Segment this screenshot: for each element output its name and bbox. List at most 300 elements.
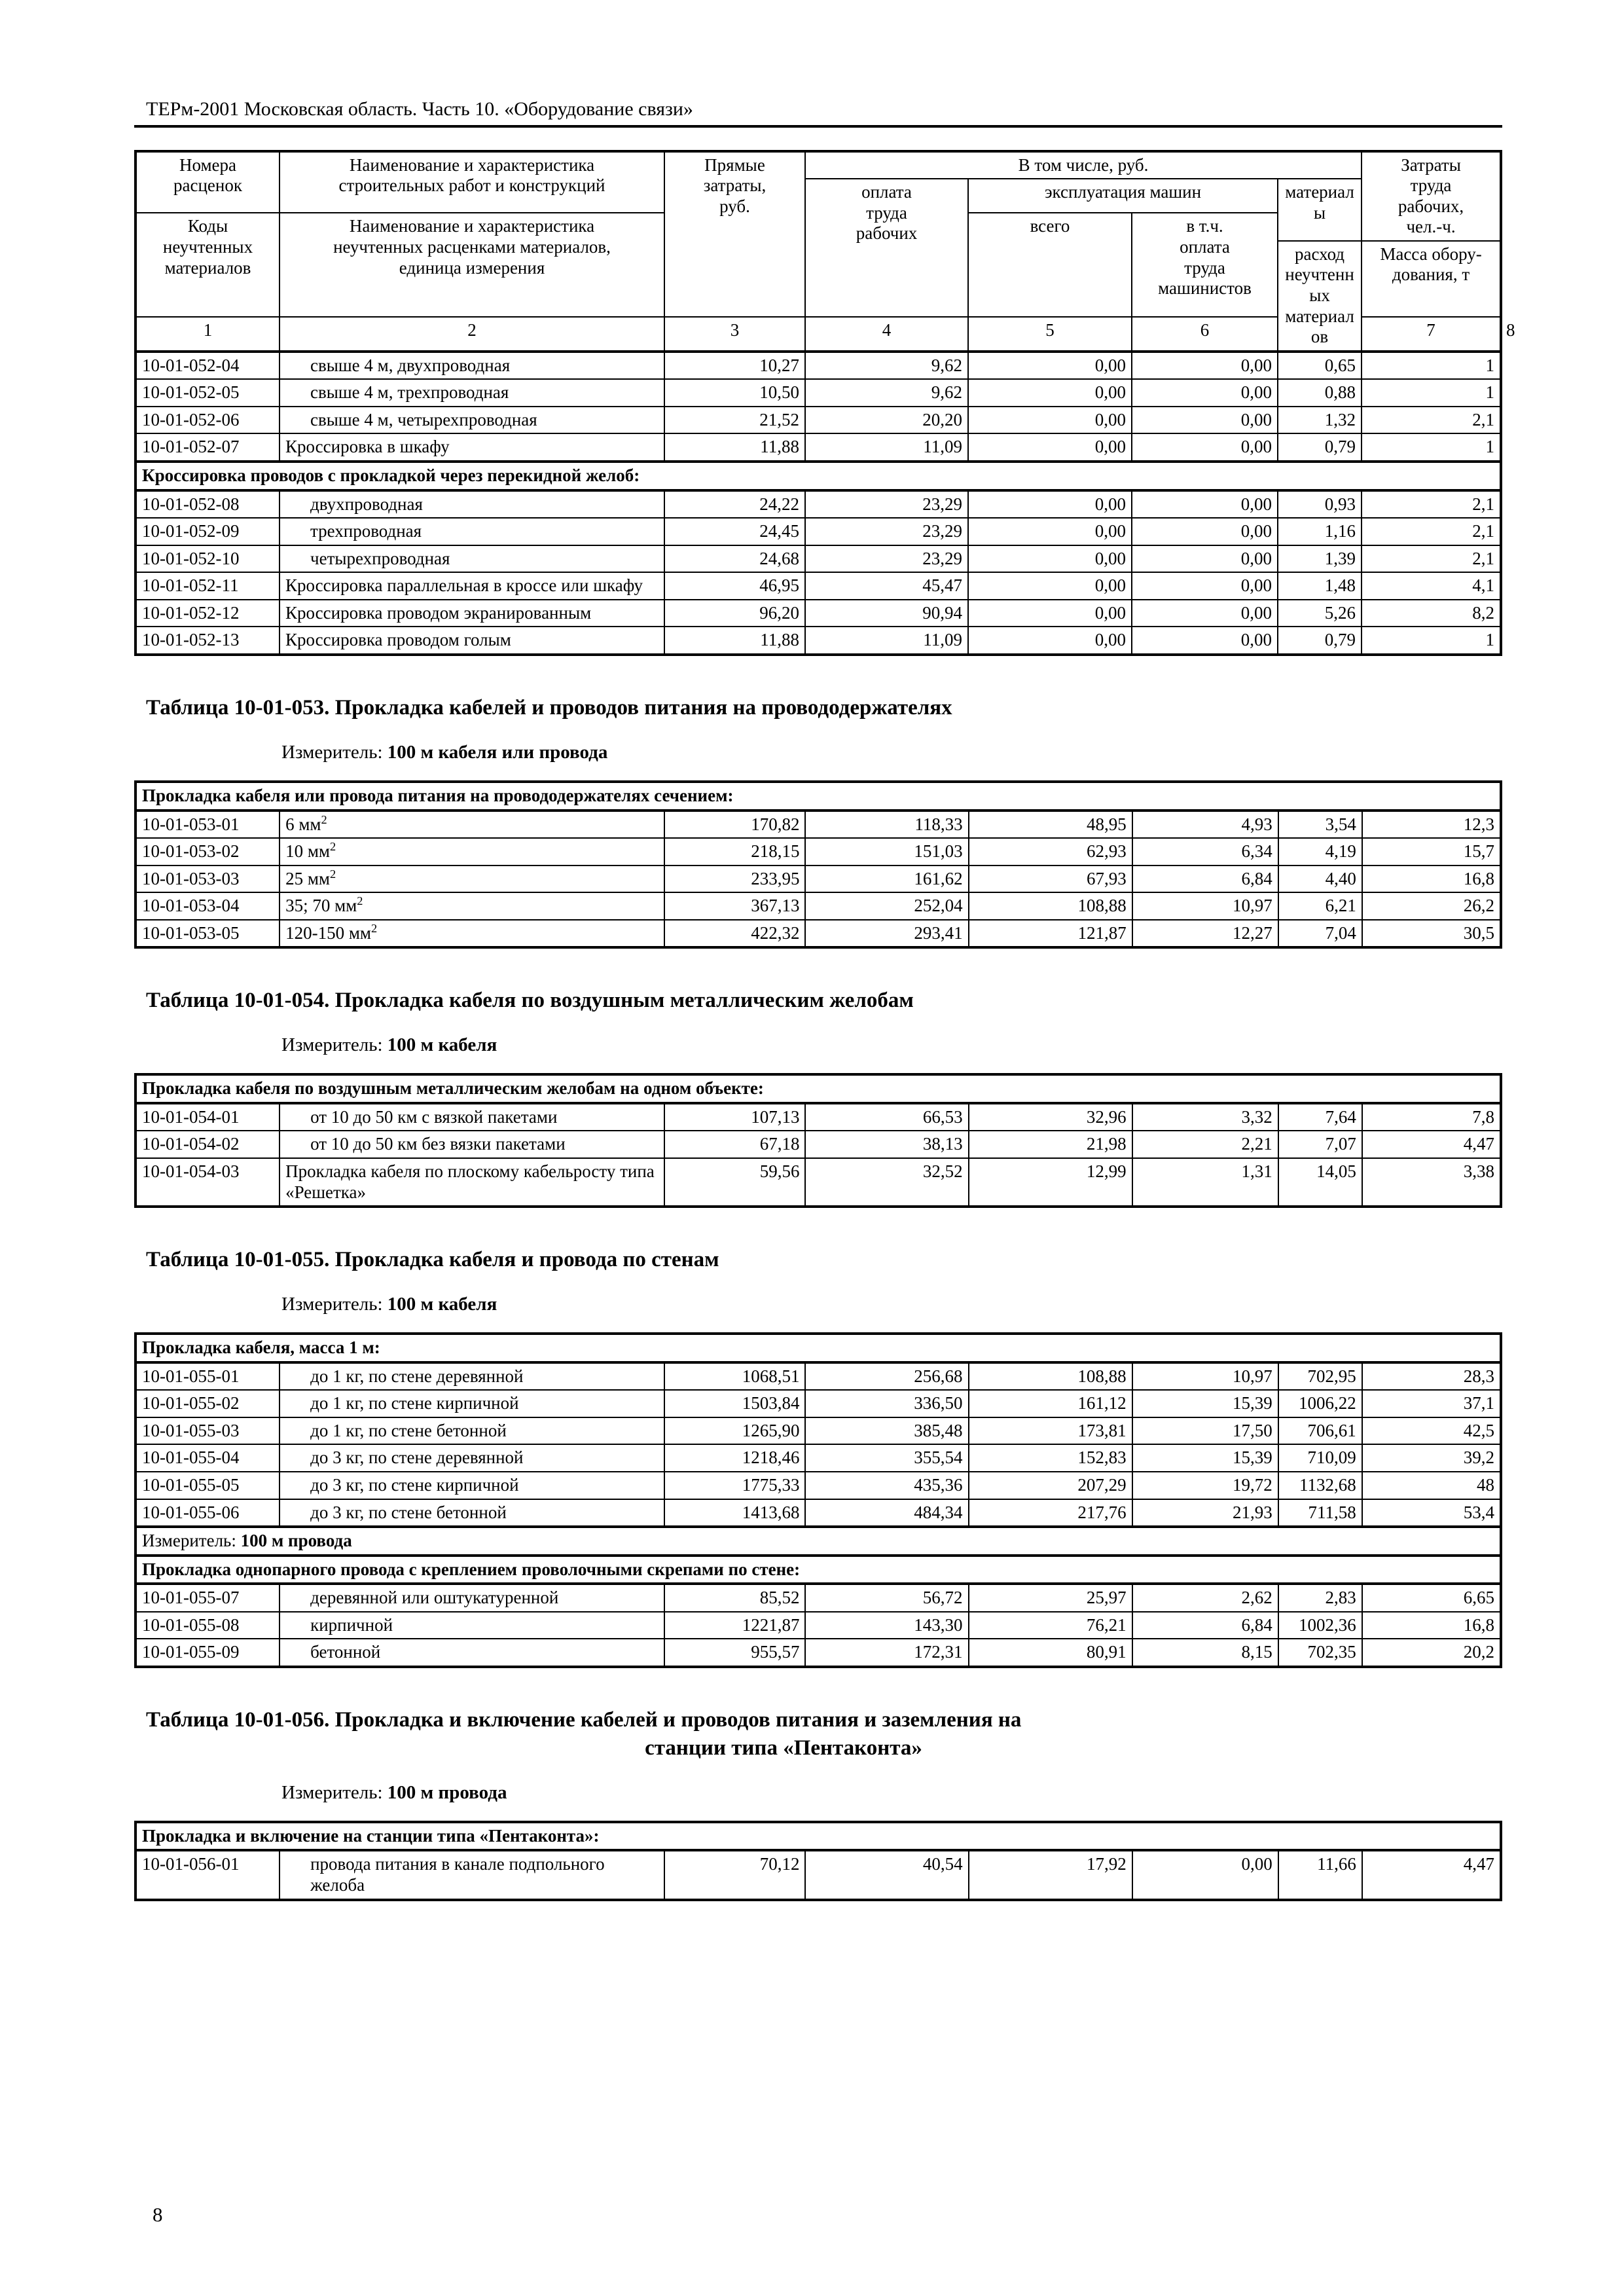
measure-055 — [281, 1294, 1500, 1315]
table-row — [135, 600, 1501, 627]
cell-value-4: 90,94 — [805, 600, 968, 627]
table-053-body — [135, 811, 1501, 948]
cell-name: свыше 4 м, двухпроводная — [280, 352, 664, 380]
cell-value-5: 0,00 — [968, 600, 1132, 627]
cell-value-4: 161,62 — [805, 866, 968, 893]
cell-name: провода питания в канале подпольного желоба — [280, 1850, 664, 1899]
table-row — [135, 545, 1501, 573]
cell-value-6: 12,27 — [1132, 920, 1278, 948]
table-row — [135, 838, 1501, 866]
cell-value-6: 3,32 — [1132, 1103, 1278, 1131]
cell-value-6: 1,31 — [1132, 1158, 1278, 1207]
cell-value-3: 96,20 — [664, 600, 805, 627]
th-col5: всего — [968, 213, 1132, 317]
cell-value-4: 23,29 — [805, 545, 968, 573]
cell-value-6: 8,15 — [1132, 1639, 1278, 1667]
cell-value-8: 1 — [1362, 433, 1500, 462]
th-col4: оплата труда рабочих — [805, 179, 968, 317]
cell-value-8: 1 — [1362, 352, 1500, 380]
measure-value: 100 м кабеля — [387, 1294, 497, 1315]
running-head: ТЕРм-2001 Московская область. Часть 10. «Оборудование связи» — [146, 98, 693, 120]
cell-value-4: 45,47 — [805, 572, 968, 600]
th-col1-top: Номера расценок — [135, 151, 280, 213]
cell-value-3: 67,18 — [664, 1131, 805, 1158]
measure-label: Измеритель: — [142, 1531, 236, 1551]
cell-value-4: 385,48 — [805, 1417, 968, 1445]
measure-054 — [281, 1034, 1500, 1056]
cell-name: Прокладка кабеля по плоскому кабельросту типа «Решетка» — [280, 1158, 664, 1207]
cell-value-5: 17,92 — [969, 1850, 1132, 1899]
cell-code: 10-01-055-05 — [135, 1472, 280, 1499]
table-row — [135, 811, 1501, 839]
table-row — [135, 1103, 1501, 1131]
cell-name: Кроссировка проводом голым — [280, 627, 664, 655]
th-col7: расход неучтенных материалов — [1278, 241, 1362, 352]
cell-name: свыше 4 м, трехпроводная — [280, 379, 664, 407]
cell-value-3: 24,45 — [664, 518, 805, 545]
cell-value-7: 0,65 — [1278, 352, 1362, 380]
table-row — [135, 572, 1501, 600]
cell-code: 10-01-052-10 — [135, 545, 280, 573]
cell-name: от 10 до 50 км без вязки пакетами — [280, 1131, 664, 1158]
cell-value-3: 367,13 — [664, 892, 805, 920]
table-row — [135, 407, 1501, 434]
measure-inline-row — [135, 1527, 1501, 1556]
table-row — [135, 627, 1501, 655]
section-label: Кроссировка проводов с прокладкой через перекидной желоб: — [135, 462, 1500, 490]
measure-label: Измеритель: — [281, 741, 383, 763]
cell-value-6: 0,00 — [1132, 352, 1278, 380]
table-row — [135, 1850, 1501, 1899]
section-header-row — [135, 1074, 1501, 1103]
cell-value-6: 10,97 — [1132, 1362, 1278, 1391]
table-052 — [134, 150, 1515, 657]
cell-value-5: 12,99 — [969, 1158, 1132, 1207]
cell-code: 10-01-053-02 — [135, 838, 280, 866]
cell-value-8: 48 — [1362, 1472, 1501, 1499]
cell-value-7: 702,35 — [1278, 1639, 1362, 1667]
cell-value-4: 435,36 — [805, 1472, 968, 1499]
colnum-5: 5 — [968, 317, 1132, 352]
cell-value-8: 2,1 — [1362, 407, 1500, 434]
cell-value-5: 80,91 — [969, 1639, 1132, 1667]
cell-value-3: 1503,84 — [664, 1390, 805, 1417]
cell-value-5: 0,00 — [968, 545, 1132, 573]
table-row — [135, 379, 1501, 407]
cell-value-4: 256,68 — [805, 1362, 968, 1391]
measure-056 — [281, 1782, 1500, 1804]
cell-value-7: 1,39 — [1278, 545, 1362, 573]
cell-code: 10-01-052-08 — [135, 490, 280, 519]
colnum-2: 2 — [280, 317, 664, 352]
cell-value-6: 0,00 — [1132, 518, 1278, 545]
cell-value-4: 38,13 — [805, 1131, 968, 1158]
cell-value-3: 107,13 — [664, 1103, 805, 1131]
cell-value-8: 1 — [1362, 379, 1500, 407]
cell-value-3: 1413,68 — [664, 1499, 805, 1527]
cell-value-6: 21,93 — [1132, 1499, 1278, 1527]
cell-value-8: 53,4 — [1362, 1499, 1501, 1527]
cell-value-5: 48,95 — [969, 811, 1132, 839]
th-col8-bottom: Масса обору- дования, т — [1362, 241, 1500, 317]
section-label: Прокладка однопарного провода с креплением проволочными скрепами по стене: — [135, 1556, 1501, 1584]
colnum-7: 7 — [1362, 317, 1500, 352]
cell-value-5: 108,88 — [969, 1362, 1132, 1391]
measure-value: 100 м провода — [240, 1531, 352, 1551]
cell-value-7: 7,07 — [1278, 1131, 1362, 1158]
cell-name: Кроссировка в шкафу — [280, 433, 664, 462]
cell-name: до 1 кг, по стене деревянной — [280, 1362, 664, 1391]
section-label: Прокладка кабеля или провода питания на провододержателях сечением: — [135, 782, 1501, 811]
table-row — [135, 1584, 1501, 1612]
th-col3: Прямые затраты, руб. — [664, 151, 805, 318]
cell-value-8: 2,1 — [1362, 490, 1500, 519]
table-056 — [134, 1821, 1502, 1901]
cell-value-4: 40,54 — [805, 1850, 968, 1899]
cell-value-3: 85,52 — [664, 1584, 805, 1612]
measure-053 — [281, 742, 1500, 763]
cell-name: деревянной или оштукатуренной — [280, 1584, 664, 1612]
cell-value-7: 1132,68 — [1278, 1472, 1362, 1499]
cell-value-8: 20,2 — [1362, 1639, 1501, 1667]
cell-value-4: 23,29 — [805, 490, 968, 519]
section-header-row — [135, 1334, 1501, 1362]
cell-value-3: 1221,87 — [664, 1612, 805, 1639]
cell-value-6: 2,21 — [1132, 1131, 1278, 1158]
cell-value-6: 4,93 — [1132, 811, 1278, 839]
header-row-1 — [135, 151, 1501, 179]
cell-value-4: 355,54 — [805, 1444, 968, 1472]
cell-value-4: 484,34 — [805, 1499, 968, 1527]
cell-code: 10-01-056-01 — [135, 1850, 280, 1899]
table-row — [135, 1362, 1501, 1391]
cell-value-7: 7,64 — [1278, 1103, 1362, 1131]
table-055 — [134, 1332, 1502, 1668]
cell-name: 6 $мм^2$ — [280, 811, 664, 839]
table-row — [135, 1499, 1501, 1527]
cell-value-5: 32,96 — [969, 1103, 1132, 1131]
cell-code: 10-01-053-04 — [135, 892, 280, 920]
table-row — [135, 1612, 1501, 1639]
cell-value-8: 1 — [1362, 627, 1500, 655]
measure-value: 100 м провода — [387, 1781, 507, 1803]
cell-code: 10-01-055-02 — [135, 1390, 280, 1417]
cell-value-5: 62,93 — [969, 838, 1132, 866]
cell-code: 10-01-055-08 — [135, 1612, 280, 1639]
th-group-materials: материалы — [1278, 179, 1362, 241]
measure-value: 100 м кабеля или провода — [387, 741, 608, 763]
cell-value-5: 0,00 — [968, 490, 1132, 519]
cell-value-3: 10,50 — [664, 379, 805, 407]
cell-value-8: 6,65 — [1362, 1584, 1501, 1612]
cell-value-7: 1006,22 — [1278, 1390, 1362, 1417]
cell-value-8: 4,1 — [1362, 572, 1500, 600]
cell-value-6: 0,00 — [1132, 600, 1278, 627]
cell-value-3: 955,57 — [664, 1639, 805, 1667]
cell-value-7: 7,04 — [1278, 920, 1362, 948]
cell-value-6: 19,72 — [1132, 1472, 1278, 1499]
cell-value-5: 0,00 — [968, 379, 1132, 407]
cell-value-4: 23,29 — [805, 518, 968, 545]
cell-name: двухпроводная — [280, 490, 664, 519]
cell-value-7: 711,58 — [1278, 1499, 1362, 1527]
measure-label: Измеритель: — [281, 1294, 383, 1315]
cell-value-3: 11,88 — [664, 433, 805, 462]
cell-value-4: 336,50 — [805, 1390, 968, 1417]
cell-value-8: 15,7 — [1362, 838, 1501, 866]
cell-value-5: 76,21 — [969, 1612, 1132, 1639]
th-col1-bottom: Коды неучтенных материалов — [135, 213, 280, 317]
section-label: Прокладка кабеля, масса 1 м: — [135, 1334, 1501, 1362]
cell-value-3: 24,68 — [664, 545, 805, 573]
cell-code: 10-01-052-11 — [135, 572, 280, 600]
caption-056-line1: Таблица 10-01-056. Прокладка и включение кабелей и проводов питания и заземления на — [146, 1708, 1022, 1732]
cell-value-6: 6,34 — [1132, 838, 1278, 866]
cell-value-7: 1002,36 — [1278, 1612, 1362, 1639]
cell-code: 10-01-055-07 — [135, 1584, 280, 1612]
cell-value-3: 59,56 — [664, 1158, 805, 1207]
cell-code: 10-01-055-01 — [135, 1362, 280, 1391]
cell-value-6: 0,00 — [1132, 379, 1278, 407]
cell-value-7: 4,40 — [1278, 866, 1362, 893]
cell-name: 35; 70 $мм^2$ — [280, 892, 664, 920]
cell-value-7: 4,19 — [1278, 838, 1362, 866]
cell-code: 10-01-052-09 — [135, 518, 280, 545]
cell-value-3: 46,95 — [664, 572, 805, 600]
cell-value-4: 293,41 — [805, 920, 968, 948]
table-053 — [134, 780, 1502, 949]
page-number: 8 — [153, 2203, 163, 2226]
cell-code: 10-01-053-05 — [135, 920, 280, 948]
cell-value-3: 422,32 — [664, 920, 805, 948]
th-group-vtom: В том числе, руб. — [805, 151, 1362, 179]
measure-label: Измеритель: — [281, 1034, 383, 1056]
cell-value-8: 7,8 — [1362, 1103, 1501, 1131]
cell-value-7: 0,93 — [1278, 490, 1362, 519]
header-rule — [134, 125, 1502, 128]
cell-code: 10-01-055-03 — [135, 1417, 280, 1445]
cell-value-8: 30,5 — [1362, 920, 1501, 948]
caption-055: Таблица 10-01-055. Прокладка кабеля и провода по стенам — [146, 1248, 719, 1272]
table-052-body-a — [135, 352, 1501, 462]
cell-value-5: 0,00 — [968, 433, 1132, 462]
cell-value-4: 56,72 — [805, 1584, 968, 1612]
cell-name: Кроссировка проводом экранированным — [280, 600, 664, 627]
cell-value-8: 4,47 — [1362, 1850, 1501, 1899]
caption-056-line2: станции типа «Пентаконта» — [645, 1736, 922, 1760]
cell-value-6: 15,39 — [1132, 1444, 1278, 1472]
table-row — [135, 433, 1501, 462]
caption-054: Таблица 10-01-054. Прокладка кабеля по воздушным металлическим желобам — [146, 989, 914, 1013]
cell-code: 10-01-052-12 — [135, 600, 280, 627]
cell-value-5: 121,87 — [969, 920, 1132, 948]
cell-value-4: 143,30 — [805, 1612, 968, 1639]
colnum-1: 1 — [135, 317, 280, 352]
th-group-machines: эксплуатация машин — [968, 179, 1278, 213]
cell-value-8: 37,1 — [1362, 1390, 1501, 1417]
cell-value-3: 70,12 — [664, 1850, 805, 1899]
cell-value-3: 1265,90 — [664, 1417, 805, 1445]
cell-value-8: 12,3 — [1362, 811, 1501, 839]
cell-code: 10-01-054-01 — [135, 1103, 280, 1131]
cell-value-8: 2,1 — [1362, 518, 1500, 545]
table-row — [135, 490, 1501, 519]
cell-value-3: 1218,46 — [664, 1444, 805, 1472]
cell-code: 10-01-052-05 — [135, 379, 280, 407]
cell-name: до 1 кг, по стене кирпичной — [280, 1390, 664, 1417]
cell-value-8: 39,2 — [1362, 1444, 1501, 1472]
table-055-body-b — [135, 1584, 1501, 1667]
cell-value-4: 9,62 — [805, 352, 968, 380]
cell-value-6: 17,50 — [1132, 1417, 1278, 1445]
cell-value-3: 233,95 — [664, 866, 805, 893]
section-header-row-2 — [135, 1556, 1501, 1584]
cell-value-8: 2,1 — [1362, 545, 1500, 573]
cell-value-3: 218,15 — [664, 838, 805, 866]
cell-value-7: 2,83 — [1278, 1584, 1362, 1612]
cell-value-6: 6,84 — [1132, 866, 1278, 893]
cell-code: 10-01-055-04 — [135, 1444, 280, 1472]
cell-code: 10-01-052-07 — [135, 433, 280, 462]
cell-value-6: 0,00 — [1132, 490, 1278, 519]
cell-value-5: 0,00 — [968, 407, 1132, 434]
cell-value-5: 0,00 — [968, 572, 1132, 600]
table-row — [135, 892, 1501, 920]
cell-value-7: 0,79 — [1278, 433, 1362, 462]
cell-value-8: 28,3 — [1362, 1362, 1501, 1391]
cell-name: кирпичной — [280, 1612, 664, 1639]
cell-value-3: 24,22 — [664, 490, 805, 519]
cell-value-5: 25,97 — [969, 1584, 1132, 1612]
cell-value-8: 16,8 — [1362, 1612, 1501, 1639]
cell-value-5: 161,12 — [969, 1390, 1132, 1417]
table-055-body-a — [135, 1362, 1501, 1527]
table-row — [135, 1417, 1501, 1445]
cell-name: до 3 кг, по стене деревянной — [280, 1444, 664, 1472]
section-label: Прокладка и включение на станции типа «Пентаконта»: — [135, 1822, 1501, 1851]
cell-value-5: 0,00 — [968, 352, 1132, 380]
cell-name: 10 $мм^2$ — [280, 838, 664, 866]
cell-value-5: 0,00 — [968, 627, 1132, 655]
cell-value-5: 67,93 — [969, 866, 1132, 893]
cell-value-4: 172,31 — [805, 1639, 968, 1667]
cell-value-4: 151,03 — [805, 838, 968, 866]
cell-value-7: 6,21 — [1278, 892, 1362, 920]
th-col8-top: Затраты труда рабочих, чел.-ч. — [1362, 151, 1500, 241]
cell-value-7: 1,32 — [1278, 407, 1362, 434]
cell-value-7: 0,79 — [1278, 627, 1362, 655]
cell-value-5: 173,81 — [969, 1417, 1132, 1445]
table-row — [135, 1158, 1501, 1207]
cell-value-4: 66,53 — [805, 1103, 968, 1131]
cell-code: 10-01-052-04 — [135, 352, 280, 380]
table-054 — [134, 1073, 1502, 1208]
cell-name: свыше 4 м, четырехпроводная — [280, 407, 664, 434]
colnum-4: 4 — [805, 317, 968, 352]
table-row — [135, 866, 1501, 893]
cell-value-7: 706,61 — [1278, 1417, 1362, 1445]
cell-value-6: 0,00 — [1132, 572, 1278, 600]
table-052-body-b — [135, 490, 1501, 655]
cell-name: Кроссировка параллельная в кроссе или шкафу — [280, 572, 664, 600]
section-header-row — [135, 462, 1501, 490]
cell-code: 10-01-052-06 — [135, 407, 280, 434]
cell-code: 10-01-055-06 — [135, 1499, 280, 1527]
cell-value-8: 3,38 — [1362, 1158, 1501, 1207]
cell-value-5: 217,76 — [969, 1499, 1132, 1527]
cell-value-5: 21,98 — [969, 1131, 1132, 1158]
table-row — [135, 352, 1501, 380]
cell-value-6: 0,00 — [1132, 1850, 1278, 1899]
cell-value-8: 26,2 — [1362, 892, 1501, 920]
caption-056 — [146, 1706, 1500, 1762]
cell-value-3: 11,88 — [664, 627, 805, 655]
cell-value-6: 0,00 — [1132, 407, 1278, 434]
cell-code: 10-01-054-02 — [135, 1131, 280, 1158]
cell-value-7: 3,54 — [1278, 811, 1362, 839]
caption-053: Таблица 10-01-053. Прокладка кабелей и проводов питания на провододержателях — [146, 696, 952, 720]
cell-value-8: 42,5 — [1362, 1417, 1501, 1445]
th-col2-bottom: Наименование и характеристика неучтенных расценками материалов, единица измерения — [280, 213, 664, 317]
colnum-8: 8 — [1506, 320, 1515, 340]
cell-value-4: 11,09 — [805, 433, 968, 462]
cell-value-6: 15,39 — [1132, 1390, 1278, 1417]
cell-value-7: 11,66 — [1278, 1850, 1362, 1899]
cell-code: 10-01-053-03 — [135, 866, 280, 893]
cell-value-6: 10,97 — [1132, 892, 1278, 920]
table-row — [135, 1472, 1501, 1499]
cell-value-4: 252,04 — [805, 892, 968, 920]
cell-value-8: 8,2 — [1362, 600, 1500, 627]
colnum-6: 6 — [1132, 317, 1278, 352]
cell-name: до 3 кг, по стене бетонной — [280, 1499, 664, 1527]
cell-value-7: 14,05 — [1278, 1158, 1362, 1207]
cell-value-4: 20,20 — [805, 407, 968, 434]
cell-name: до 3 кг, по стене кирпичной — [280, 1472, 664, 1499]
measure-label: Измеритель: — [281, 1781, 383, 1803]
cell-name: 120-150 $мм^2$ — [280, 920, 664, 948]
cell-value-5: 0,00 — [968, 518, 1132, 545]
section-label: Прокладка кабеля по воздушным металлическим желобам на одном объекте: — [135, 1074, 1501, 1103]
cell-name: до 1 кг, по стене бетонной — [280, 1417, 664, 1445]
colnum-3: 3 — [664, 317, 805, 352]
cell-value-4: 11,09 — [805, 627, 968, 655]
table-row — [135, 1639, 1501, 1667]
cell-name: бетонной — [280, 1639, 664, 1667]
table-row — [135, 920, 1501, 948]
cell-name: четырехпроводная — [280, 545, 664, 573]
cell-value-8: 16,8 — [1362, 866, 1501, 893]
cell-value-6: 0,00 — [1132, 433, 1278, 462]
section-header-row — [135, 782, 1501, 811]
th-col2-top: Наименование и характеристика строительных работ и конструкций — [280, 151, 664, 213]
th-col6: в т.ч. оплата труда машинистов — [1132, 213, 1278, 317]
cell-value-7: 702,95 — [1278, 1362, 1362, 1391]
section-header-row — [135, 1822, 1501, 1851]
cell-value-7: 710,09 — [1278, 1444, 1362, 1472]
cell-value-3: 1775,33 — [664, 1472, 805, 1499]
cell-name: трехпроводная — [280, 518, 664, 545]
measure-inline — [135, 1527, 1501, 1556]
cell-value-7: 5,26 — [1278, 600, 1362, 627]
cell-name: 25 $мм^2$ — [280, 866, 664, 893]
cell-name: от 10 до 50 км с вязкой пакетами — [280, 1103, 664, 1131]
cell-value-5: 207,29 — [969, 1472, 1132, 1499]
cell-value-5: 108,88 — [969, 892, 1132, 920]
table-row — [135, 1390, 1501, 1417]
cell-value-6: 0,00 — [1132, 627, 1278, 655]
table-056-body — [135, 1850, 1501, 1899]
